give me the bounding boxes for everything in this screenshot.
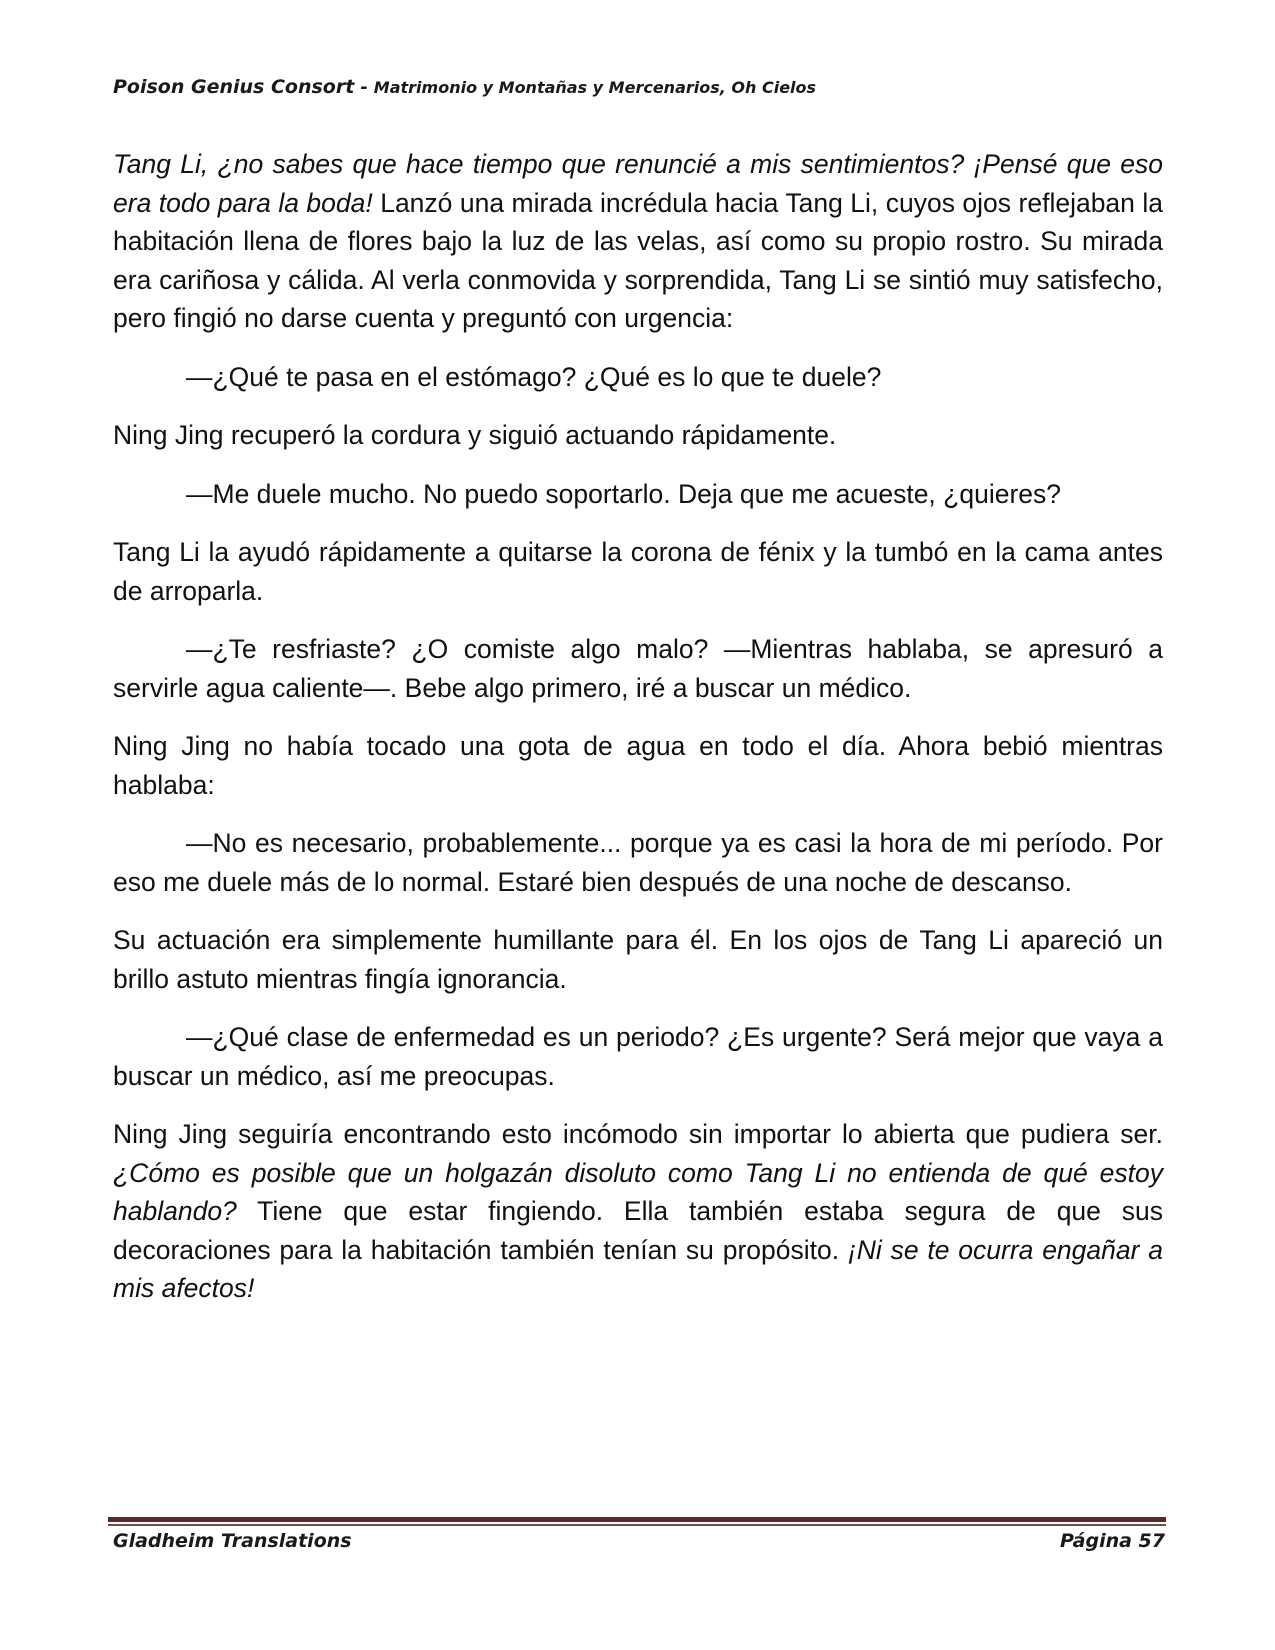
header-separator: - — [360, 77, 368, 98]
dialogue-paragraph — [113, 1018, 1163, 1095]
footer-page-number: Página 57 — [1059, 1530, 1165, 1552]
paragraph-text: —¿Qué clase de enfermedad es un periodo? ¿Es urgente? Será mejor que vaya a buscar un médico, así me preocupas. — [113, 1022, 1163, 1091]
paragraph-text: Ning Jing recuperó la cordura y siguió actuando rápidamente. — [113, 420, 837, 450]
paragraph-text: Tiene que estar fingiendo. Ella también estaba segura de que sus decoraciones para la habitación también tenían su propósito. — [113, 1196, 1163, 1265]
paragraph-text: —No es necesario, probablemente... porque ya es casi la hora de mi período. Por eso me duele más de lo normal. Estaré bien después de una noche de descanso. — [113, 828, 1163, 897]
paragraph-text: —¿Te resfriaste? ¿O comiste algo malo? —Mientras hablaba, se apresuró a servirle agua caliente—. Bebe algo primero, iré a buscar un médico. — [113, 634, 1163, 703]
dialogue-paragraph — [113, 630, 1163, 707]
italic-thought-text: ¡Ni se te ocurra engañar a mis afectos! — [113, 1234, 1163, 1303]
dialogue-paragraph — [113, 475, 1163, 514]
paragraph-text: Ning Jing seguiría encontrando esto incómodo sin importar lo abierta que pudiera ser. — [113, 1119, 1163, 1149]
paragraph-text: Tang Li la ayudó rápidamente a quitarse la corona de fénix y la tumbó en la cama antes de arroparla. — [113, 537, 1163, 606]
paragraph-text: Lanzó una mirada incrédula hacia Tang Li, cuyos ojos reflejaban la habitación llena de flores bajo la luz de las velas, así como su propio rostro. Su mirada era cariñosa y cálida. Al verla conmovida y sorprendida, Tang Li se sintió muy satisfecho, pero fingió no darse cuenta y preguntó con urgencia: — [113, 187, 1163, 333]
narration-paragraph — [113, 727, 1163, 804]
header-chapter-title: Matrimonio y Montañas y Mercenarios, Oh Cielos — [373, 78, 817, 97]
footer-rule-thin — [108, 1524, 1166, 1526]
body-text — [113, 145, 1163, 1328]
narration-paragraph — [113, 1115, 1163, 1308]
footer-publisher: Gladheim Translations — [113, 1530, 352, 1552]
footer-rule-thick — [108, 1517, 1166, 1522]
paragraph-text: —Me duele mucho. No puedo soportarlo. Deja que me acueste, ¿quieres? — [186, 478, 1061, 509]
paragraph-text: —¿Qué te pasa en el estómago? ¿Qué es lo que te duele? — [186, 361, 882, 392]
running-header — [113, 76, 816, 98]
narration-paragraph — [113, 533, 1163, 610]
dialogue-paragraph — [113, 358, 1163, 397]
dialogue-paragraph — [113, 824, 1163, 901]
header-series-title: Poison Genius Consort — [113, 76, 355, 98]
paragraph-text: Ning Jing no había tocado una gota de agua en todo el día. Ahora bebió mientras hablaba: — [113, 731, 1163, 800]
narration-paragraph — [113, 921, 1163, 998]
italic-thought-text: ¿Cómo es posible que un holgazán disoluto como Tang Li no entienda de qué estoy hablando? — [113, 1157, 1163, 1226]
italic-thought-text: Tang Li, ¿no sabes que hace tiempo que renuncié a mis sentimientos? ¡Pensé que eso era todo para la boda! — [113, 149, 1163, 218]
paragraph-text: Su actuación era simplemente humillante para él. En los ojos de Tang Li apareció un brillo astuto mientras fingía ignorancia. — [113, 925, 1163, 994]
narration-paragraph — [113, 416, 1163, 455]
narration-paragraph — [113, 145, 1163, 338]
